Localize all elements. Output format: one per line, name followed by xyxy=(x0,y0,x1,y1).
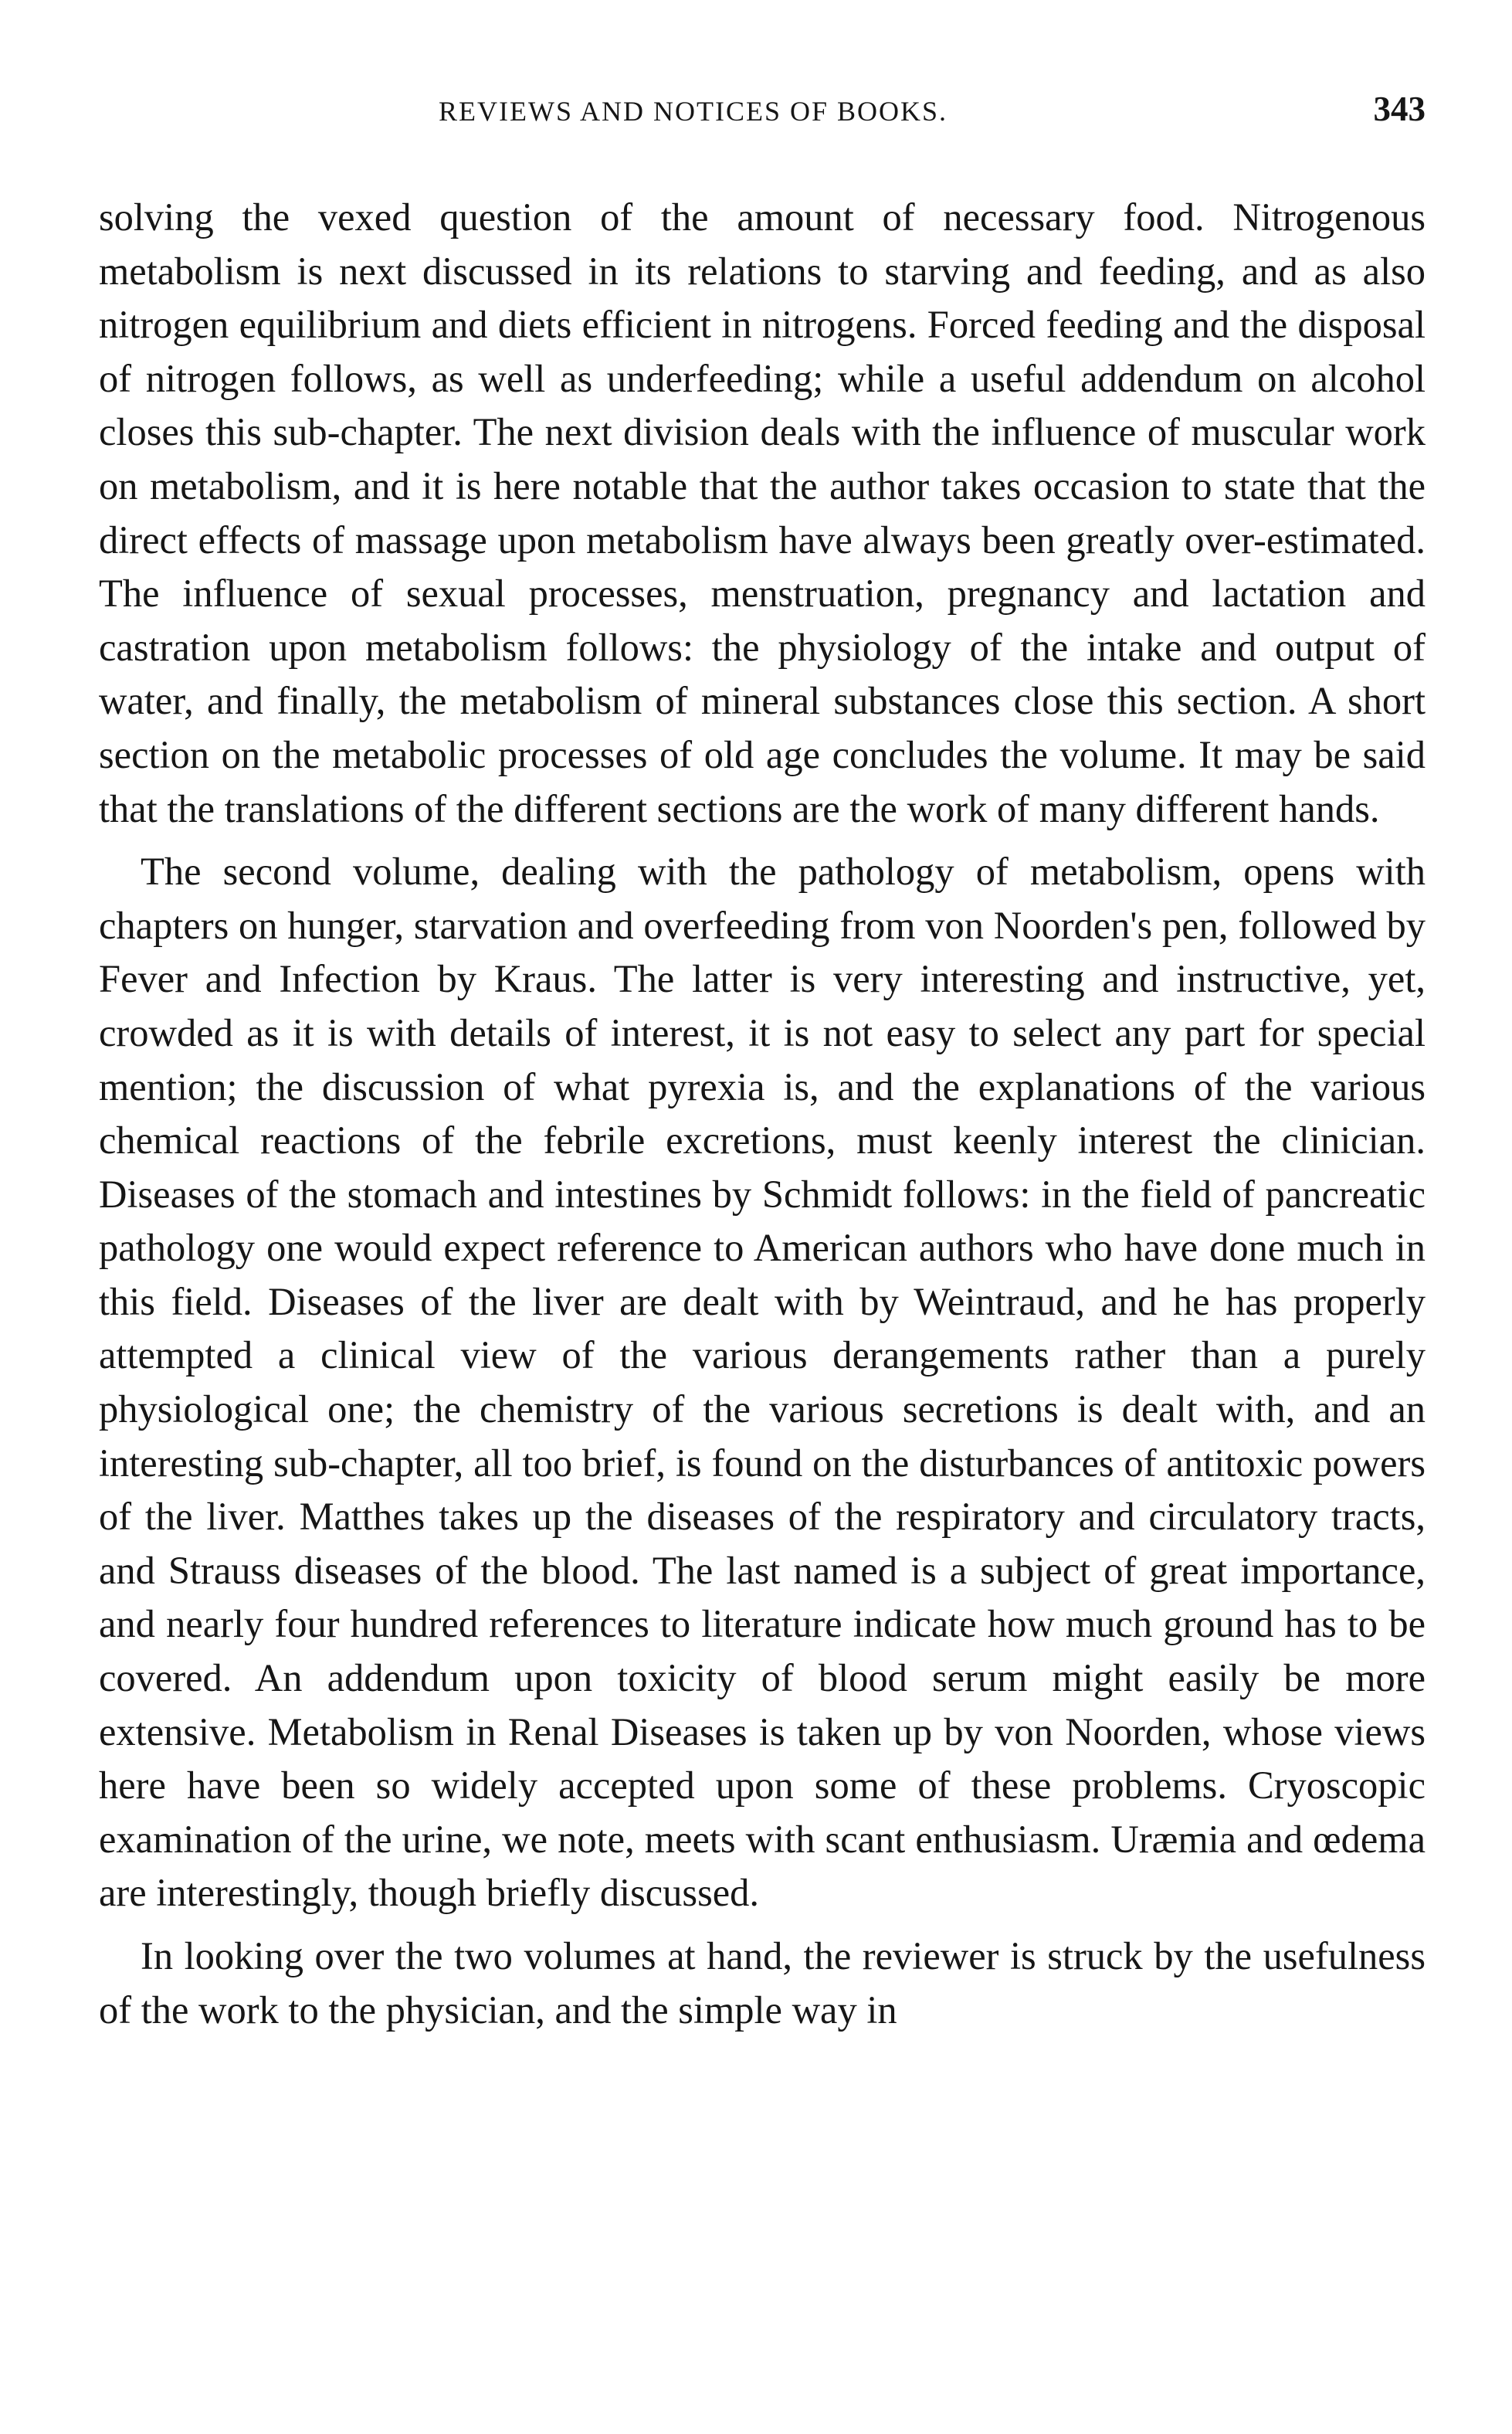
running-head xyxy=(99,81,1426,143)
paragraph-second-volume: The second volume, dealing with the pathology of metabolism, opens with chapters on hunger, starvation and overfeeding from von Noorden's pen, followed by Fever and Infection by Kraus. The latter is very interesting and instructive, yet, crowded as it is with details of interest, it is not easy to select any part for special mention; the discussion of what pyrexia is, and the explanations of the various chemical reactions of the febrile excretions, must keenly interest the clinician. Diseases of the stomach and intestines by Schmidt follows: in the field of pancreatic pathology one would expect reference to American authors who have done much in this field. Diseases of the liver are dealt with by Weintraud, and he has properly attempted a clinical view of the various derangements rather than a purely physiological one; the chemistry of the various secretions is dealt with, and an interesting sub-chapter, all too brief, is found on the disturbances of antitoxic powers of the liver. Matthes takes up the diseases of the respiratory and circulatory tracts, and Strauss diseases of the blood. The last named is a subject of great importance, and nearly four hundred references to literature indicate how much ground has to be covered. An addendum upon toxicity of blood serum might easily be more extensive. Metabolism in Renal Diseases is taken up by von Noorden, whose views here have been so widely accepted upon some of these problems. Cryoscopic examination of the urine, we note, meets with scant enthusiasm. Uræmia and œdema are interestingly, though briefly discussed. xyxy=(99,850,1426,1915)
body-text xyxy=(99,191,1426,2037)
book-page xyxy=(99,81,1426,2037)
paragraph-continued: solving the vexed question of the amount of necessary food. Nitrogenous metabolism is next discussed in its relations to starving and feeding, and as also nitrogen equilibrium and diets efficient in nitrogens. Forced feeding and the disposal of nitrogen follows, as well as underfeeding; while a useful addendum on alcohol closes this sub-chapter. The next division deals with the influence of muscular work on metabolism, and it is here notable that the author takes occasion to state that the direct effects of massage upon metabolism have always been greatly over-estimated. The influence of sexual processes, menstruation, pregnancy and lactation and castration upon metabolism follows: the physiology of the intake and output of water, and finally, the metabolism of mineral substances close this section. A short section on the metabolic processes of old age concludes the volume. It may be said that the translations of the different sections are the work of many different hands. xyxy=(99,195,1426,830)
running-title: REVIEWS AND NOTICES OF BOOKS. xyxy=(439,96,948,127)
page-number: 343 xyxy=(1373,90,1426,128)
paragraph-conclusion: In looking over the two volumes at hand, the reviewer is struck by the usefulness of the work to the physician, and the simple way in xyxy=(99,1934,1426,2032)
